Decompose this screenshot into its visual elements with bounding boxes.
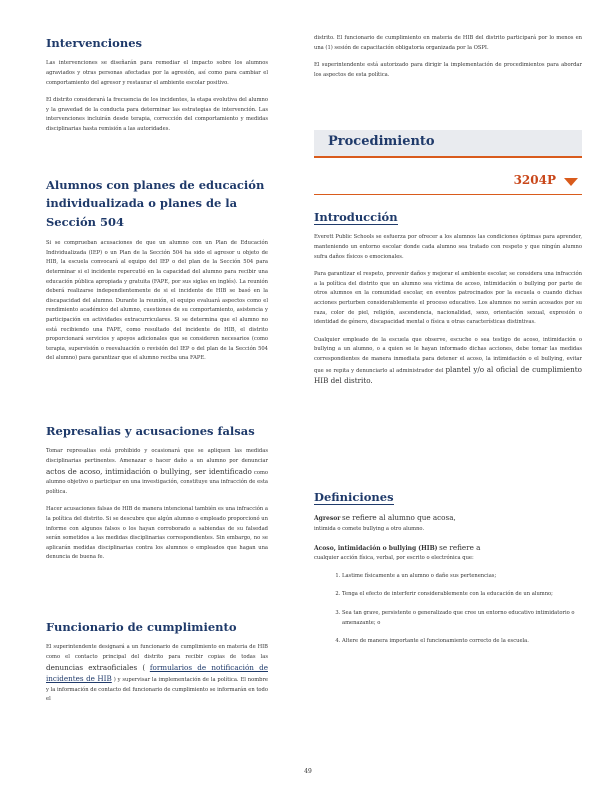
page-number: 49 [304,768,312,775]
section-planes [46,176,268,372]
text: Cualquier empleado de la escuela que observe, escuche o sea testigo de acoso, intimidación o bullying a un alumno, o a quien se le hayan informado dichas acciones, debe tomar las medidas correspondientes de manera inmediata para detener el acoso, la intimidación o el bullying, evitar que se repita y denunciarlo al administrador del [314,336,582,374]
text: Tomar represalias está prohibido y ocasionará que se apliquen las medidas disciplinarias pertinentes. Amenazar o hacer daño a un alumno por denunciar [46,448,268,464]
paragraph: Hacer acusaciones falsas de HIB de manera intencional también es una infracción a la política del distrito. Si se descubre que algún alumno o empleado proporcionó un informe con algunos falsos o los hayan corroborado a sabiendas de su falsedad serán sometidos a las medidas disciplinarias correspondientes. Sin embargo, no se aplicarán medidas disciplinarias contra los alumnos o empleados que hagan una denuncia de buena fe. [46,506,268,561]
heading-planes-line1: Alumnos con planes de educación [46,178,265,192]
heading-introduccion [314,208,582,226]
definition-agresor [314,513,582,534]
text: como alumno objetivo o participar en una investigación, constituye una infracción de esta política. [46,469,268,495]
section-definiciones [314,488,582,656]
heading-intervenciones: Intervenciones [46,36,142,50]
text-highlight: denuncias extraoficiales ( [46,662,146,672]
text-highlight: actos de acoso, intimidación o bullying, ser identificado [46,466,252,476]
heading-planes [46,176,268,231]
text: ) y supervisar la implementación de la política. El nombre y la información de contacto del funcionario de cumplimiento se informarán en todo el [46,677,269,703]
hib-forms-link[interactable]: formularios de notificación de incidentes de HIB [46,662,268,684]
paragraph: Everett Public Schools se esfuerza por ofrecer a los alumnos las condiciones óptimas para aprender, manteniendo un entorno escolar donde cada alumno sea tratado con respeto y que ningún alumno sufra daños físicos o emocionales. [314,234,582,260]
text-highlight: plantel y/o al oficial de cumplimiento HIB del distrito. [314,364,582,386]
definition-hib [314,543,582,564]
list-item: 4. Altere de manera importante el funcionamiento correcto de la escuela. [342,637,582,647]
section-continued [314,34,582,88]
triangle-down-icon [564,178,578,186]
paragraph [46,643,268,705]
paragraph: El superintendente está autorizado para dirigir la implementación de procedimientos para abordar los aspectos de esta política. [314,62,582,78]
text: intimida o comete bullying a otro alumno. [314,525,425,532]
heading-funcionario: Funcionario de cumplimiento [46,620,237,634]
text: cualquier acción física, verbal, por escrito o electrónica que: [314,555,474,562]
term: Acoso, intimidación o bullying (HIB) [314,544,438,552]
policy-code-row [314,170,582,195]
heading-definiciones [314,488,582,506]
term: Agresor [314,515,341,523]
heading-represalias: Represalias y acusaciones falsas [46,424,255,438]
list-item: 3. Sea tan grave, persistente o generalizado que cree un entorno educativo intimidatorio o amenazante; o [342,609,582,628]
paragraph: distrito. El funcionario de cumplimiento en materia de HIB del distrito participará por lo menos en una (1) sesión de capacitación obligatoria organizada por la OSPI. [314,35,582,51]
paragraph [46,447,268,497]
paragraph: Si se comprueban acusaciones de que un alumno con un Plan de Educación Individualizada (IEP) o un Plan de la Sección 504 ha sido el agresor u objeto de HIB, la escuela convocará al equipo del IEP o del plan de la Sección 504 para determinar si el incidente repercutió en la capacidad del alumno para recibir una educación pública apropiada y gratuita (FAPE, por sus siglas en inglés). La reunión deberá realizarse independientemente de si el incidente de HIB se basó en la discapacidad del alumno. Durante la reunión, el equipo evaluará aspectos como el rendimiento académico del alumno, cuestiones de su comportamiento, asistencia y participación en actividades extracurriculares. Si se determina que el alumno no está recibiendo una FAPE, como resultado del incidente de HIB, el distrito proporcionará servicios y apoyos adicionales que se consideren necesarios (como terapia, supervisión o reevaluación o revisión del IEP o del plan de la Sección 504 del alumno) para garantizar que el alumno reciba una FAPE. [46,240,268,362]
policy-code: 3204P [513,173,556,187]
section-intervenciones [46,34,268,143]
paragraph: El distrito considerará la frecuencia de los incidentes, la etapa evolutiva del alumno y la gravedad de la conducta para determinar las estrategias de intervención. Las intervenciones incluirán desde terapia, corrección del comportamiento y medidas disciplinarias hasta remisión a las autoridades. [46,97,268,132]
definition-list [314,572,582,647]
section-funcionario [46,618,268,713]
text-highlight: se refiere al alumno que acosa, [342,513,456,523]
paragraph: Para garantizar el respeto, prevenir daños y mejorar el ambiente escolar, se considera una infracción a la política del distrito que un alumno sea víctima de acoso, intimidación o bullying por parte de otros alumnos en la comunidad escolar, en eventos patrocinados por la escuela o cuando dichas acciones perturben considerablemente el proceso educativo. Los alumnos no serán acosados por su raza, color de piel, religión, ascendencia, nacionalidad, sexo, orientación sexual, expresión o identidad de género, discapacidad mental o física u otras características distintivas. [314,271,582,326]
heading-planes-line2: individualizada o planes de la Sección 504 [46,196,238,229]
text: El superintendente designará a un funcionario de cumplimiento en materia de HIB como el contacto principal del distrito para recibir copias de todas las [46,644,268,660]
paragraph [314,336,582,388]
heading-introduccion-text: Introducción [314,210,398,224]
heading-definiciones-text: Definiciones [314,490,394,504]
list-item: 2. Tenga el efecto de interferir considerablemente con la educación de un alumno; [342,590,582,600]
text-highlight: se refiere a [439,542,481,552]
procedimiento-banner [314,130,582,158]
section-introduccion [314,208,582,396]
section-represalias [46,422,268,571]
list-item: 1. Lastime físicamente a un alumno o dañe sus pertenencias; [342,572,582,582]
paragraph: Las intervenciones se diseñarán para remediar el impacto sobre los alumnos agraviados y otras personas afectadas por la agresión, así como para cambiar el comportamiento del agresor y restaurar el ambiente escolar positivo. [46,60,268,86]
procedimiento-title: Procedimiento [328,134,435,149]
